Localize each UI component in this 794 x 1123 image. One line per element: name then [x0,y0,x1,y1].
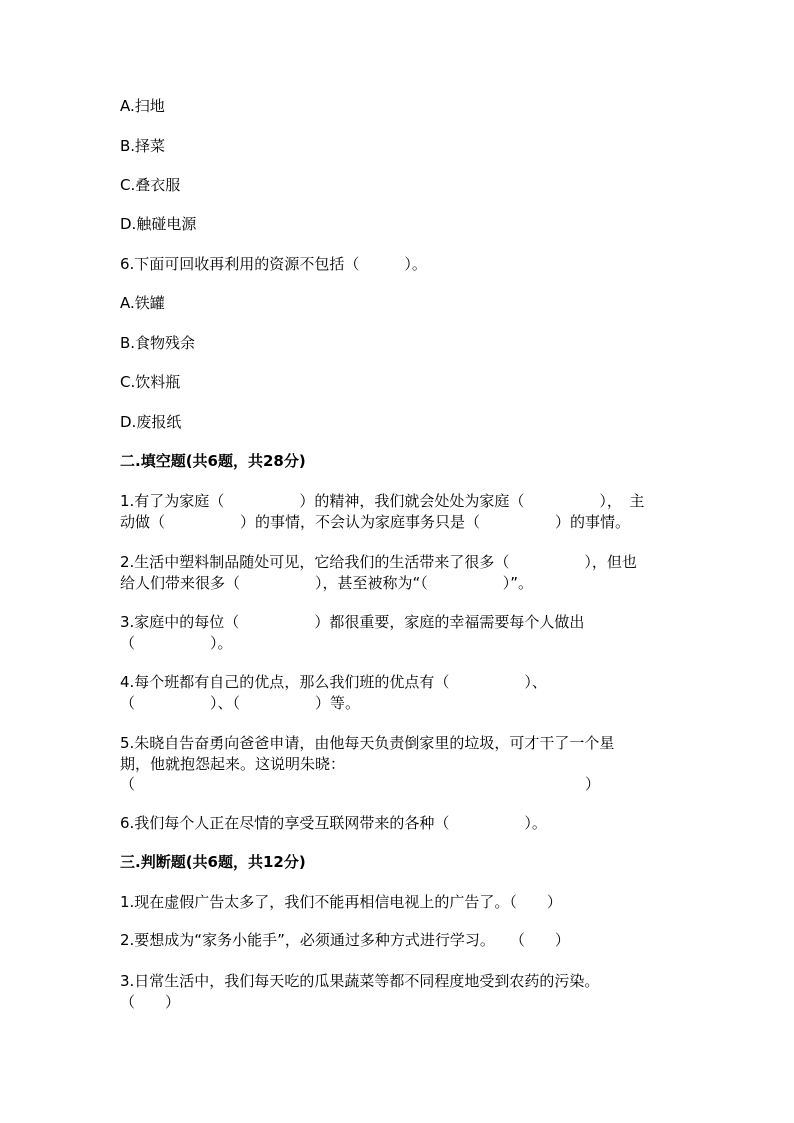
option-c: C.叠衣服 [120,176,181,194]
question-line: 5.朱晓自告奋勇向爸爸申请，由他每天负责倒家里的垃圾，可才干了一个星 [120,734,615,752]
question-line: 期，他就抱怨起来。这说明朱晓： [120,755,346,773]
option-d: D.废报纸 [120,413,182,431]
option-b: B.择菜 [120,137,166,155]
answer-blank: （ ） [120,993,181,1011]
answer-blank: （ ） [120,775,601,793]
question-line: 动做（ ）的事情，不会认为家庭事务只是（ ）的事情。 [120,513,631,531]
option-a: A.扫地 [120,97,165,115]
option-c: C.饮料瓶 [120,373,181,391]
question-line: 2.要想成为“家务小能手”，必须通过多种方式进行学习。 （ ） [120,931,570,949]
option-a: A.铁罐 [120,294,165,312]
question-line: 6.我们每个人正在尽情的享受互联网带来的各种（ ）。 [120,814,547,832]
question-line: 1.现在虚假广告太多了，我们不能再相信电视上的广告了。（ ） [120,893,562,911]
question-line: （ ）。 [120,634,233,652]
option-d: D.触碰电源 [120,215,197,233]
section-heading: 二.填空题(共6题，共28分) [120,452,306,470]
question-line: 给人们带来很多（ ），甚至被称为“（ ）”。 [120,574,534,592]
option-b: B.食物残余 [120,334,196,352]
question-line: 1.有了为家庭（ ）的精神，我们就会处处为家庭（ ）， 主 [120,492,645,510]
question-line: 3.家庭中的每位（ ）都很重要，家庭的幸福需要每个人做出 [120,613,585,631]
question-line: 2.生活中塑料制品随处可见，它给我们的生活带来了很多（ ），但也 [120,553,637,571]
question-stem: 6.下面可回收再利用的资源不包括（ ）。 [120,255,427,273]
question-line: 3.日常生活中，我们每天吃的瓜果蔬菜等都不同程度地受到农药的污染。 [120,972,600,990]
section-heading: 三.判断题(共6题，共12分) [120,853,306,871]
question-line: 4.每个班都有自己的优点，那么我们班的优点有（ ）、 [120,673,547,691]
question-line: （ ）、（ ）等。 [120,694,361,712]
